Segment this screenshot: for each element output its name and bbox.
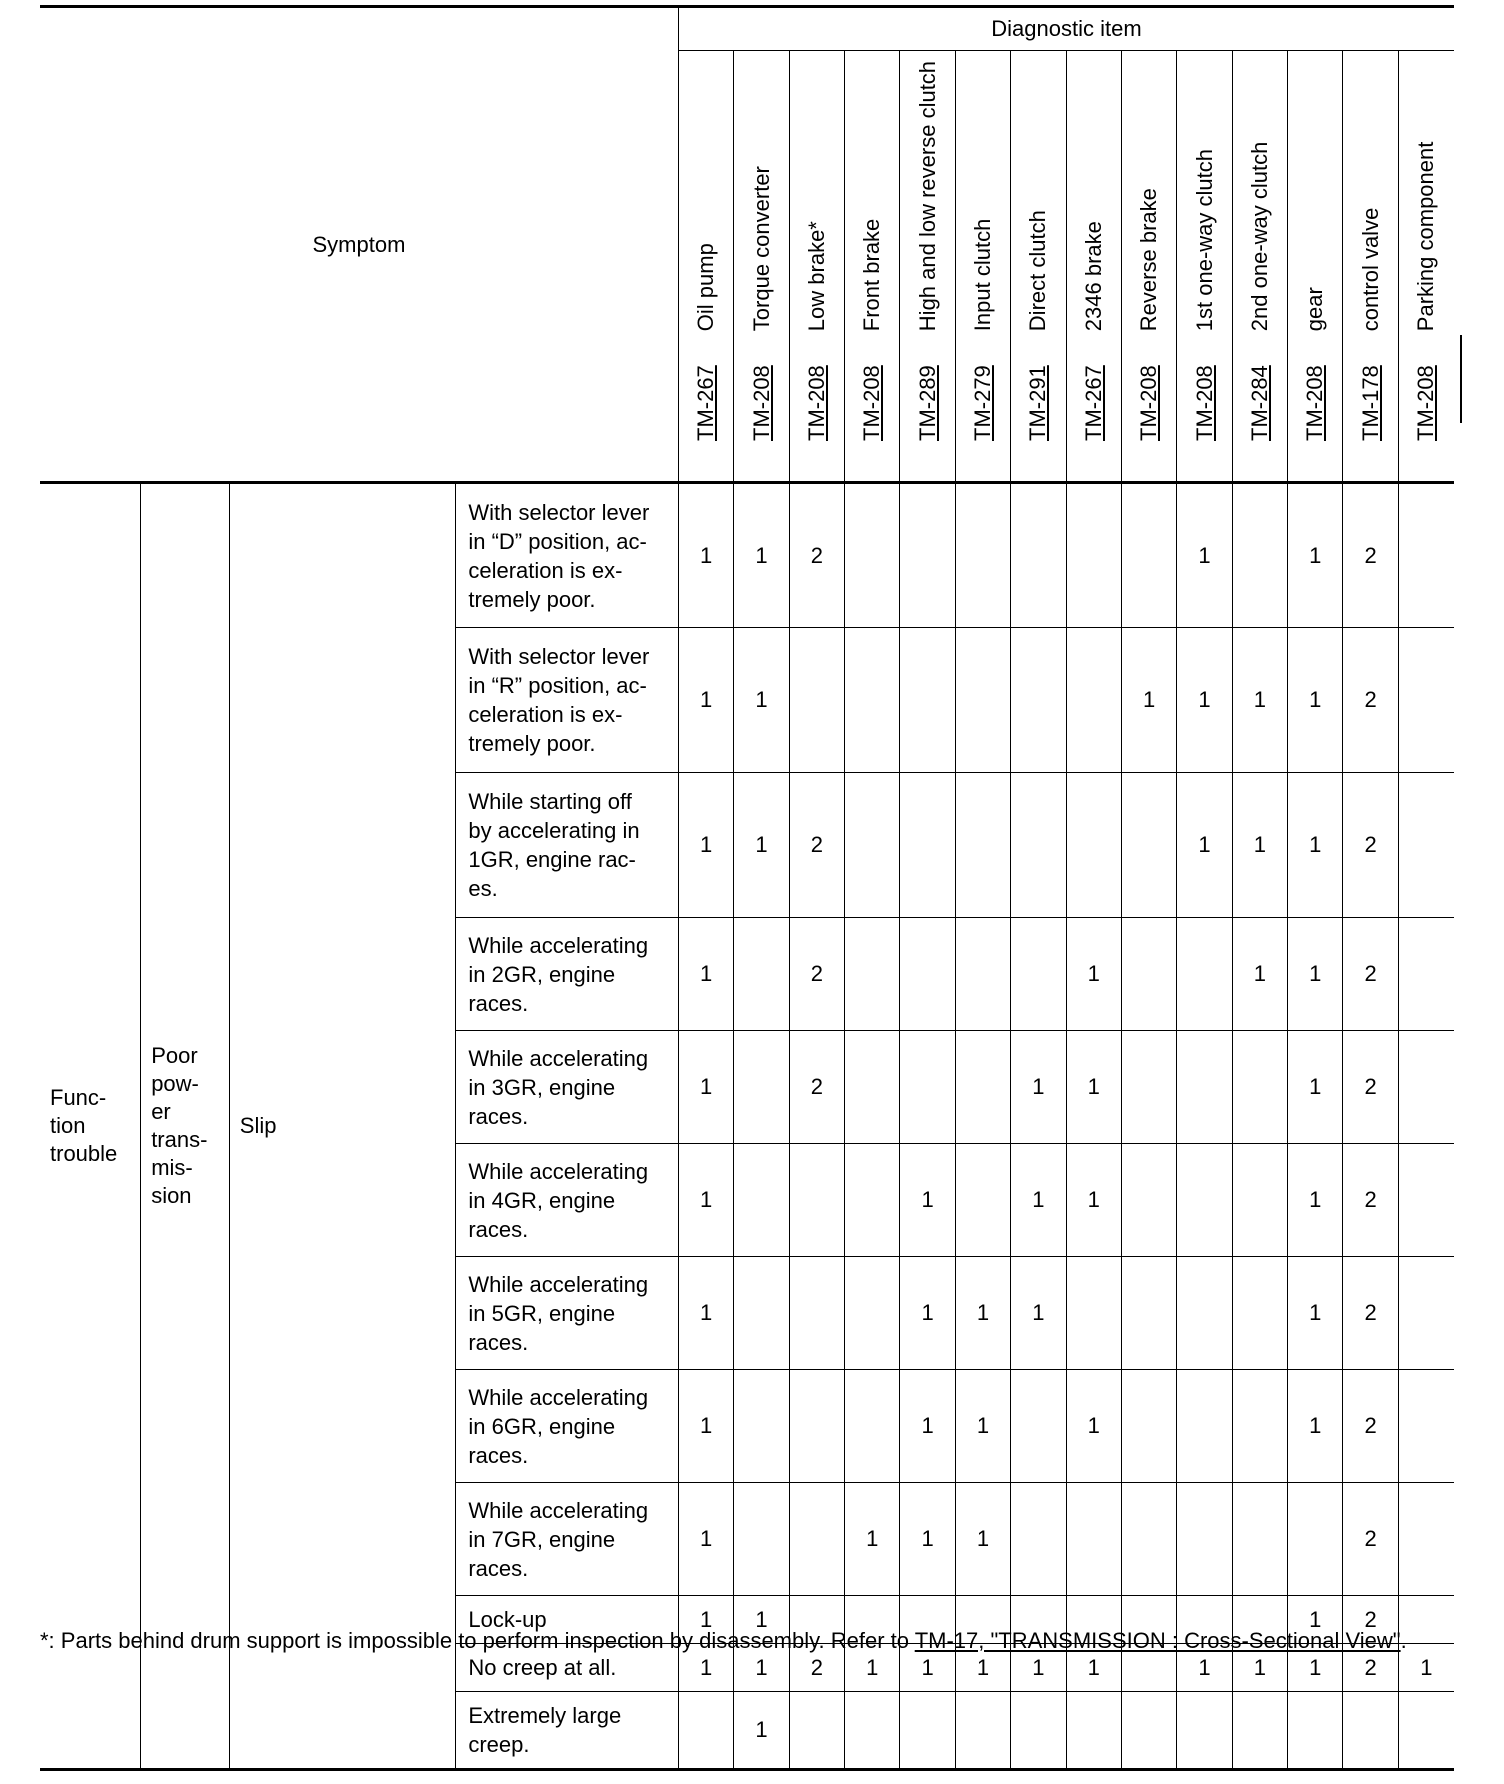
symptom-cell: While accelerating in 2GR, engine races.: [456, 918, 679, 1031]
value-cell: [1177, 1031, 1232, 1144]
value-cell: [1011, 918, 1066, 1031]
value-cell: [1121, 1692, 1176, 1770]
value-cell: 1: [678, 1483, 733, 1596]
value-cell: [1011, 1370, 1066, 1483]
table-row: [40, 483, 1454, 628]
value-cell: 1: [678, 773, 733, 918]
value-cell: 2: [1343, 1031, 1398, 1144]
value-cell: 1: [678, 1644, 733, 1692]
value-cell: [845, 1144, 900, 1257]
value-cell: 2: [1343, 773, 1398, 918]
column-header: [1343, 51, 1398, 483]
value-cell: 1: [955, 1483, 1010, 1596]
value-cell: [1177, 1144, 1232, 1257]
value-cell: [1288, 1692, 1343, 1770]
value-cell: 1: [1232, 918, 1287, 1031]
value-cell: [734, 1257, 789, 1370]
column-header: [900, 51, 955, 483]
value-cell: 2: [789, 1031, 844, 1144]
column-header: [678, 51, 733, 483]
value-cell: 1: [678, 1144, 733, 1257]
column-name: Parking component: [1413, 141, 1439, 332]
column-name: Front brake: [859, 218, 885, 332]
value-cell: 1: [1066, 1031, 1121, 1144]
value-cell: 1: [678, 1031, 733, 1144]
value-cell: 2: [1343, 1483, 1398, 1596]
value-cell: 1: [1288, 773, 1343, 918]
value-cell: 1: [1011, 1144, 1066, 1257]
value-cell: [734, 918, 789, 1031]
value-cell: 1: [1177, 628, 1232, 773]
value-cell: [1121, 918, 1176, 1031]
value-cell: 1: [1288, 1596, 1343, 1644]
category-level2: Poor pow- er trans- mis- sion: [141, 483, 230, 1770]
value-cell: [789, 1257, 844, 1370]
value-cell: [955, 918, 1010, 1031]
column-ref-link[interactable]: TM-291: [1025, 365, 1051, 441]
value-cell: 2: [789, 1644, 844, 1692]
value-cell: [1398, 1483, 1454, 1596]
value-cell: [1066, 628, 1121, 773]
value-cell: 2: [789, 918, 844, 1031]
column-name: 2346 brake: [1080, 221, 1106, 332]
symptom-cell: Lock-up: [456, 1596, 679, 1644]
symptom-cell: No creep at all.: [456, 1644, 679, 1692]
value-cell: [845, 1257, 900, 1370]
value-cell: 1: [678, 918, 733, 1031]
value-cell: 1: [678, 483, 733, 628]
value-cell: 2: [1343, 1644, 1398, 1692]
column-name: Reverse brake: [1136, 188, 1162, 332]
column-header: [1066, 51, 1121, 483]
column-name: Direct clutch: [1025, 210, 1051, 332]
column-ref-link[interactable]: TM-208: [1302, 365, 1328, 441]
value-cell: [1232, 1370, 1287, 1483]
value-cell: [955, 1692, 1010, 1770]
value-cell: [845, 918, 900, 1031]
value-cell: 2: [1343, 918, 1398, 1031]
value-cell: [1066, 1692, 1121, 1770]
value-cell: [734, 1483, 789, 1596]
value-cell: [1011, 628, 1066, 773]
value-cell: [1121, 1144, 1176, 1257]
value-cell: 1: [845, 1483, 900, 1596]
column-header: [845, 51, 900, 483]
value-cell: 1: [734, 773, 789, 918]
column-header: [955, 51, 1010, 483]
value-cell: 1: [1232, 773, 1287, 918]
value-cell: 1: [1177, 483, 1232, 628]
value-cell: 1: [1288, 918, 1343, 1031]
value-cell: [1232, 1031, 1287, 1144]
column-ref-link[interactable]: TM-208: [803, 365, 829, 441]
value-cell: 2: [1343, 1144, 1398, 1257]
value-cell: 1: [734, 1644, 789, 1692]
value-cell: [1398, 918, 1454, 1031]
value-cell: [1398, 1031, 1454, 1144]
value-cell: 1: [900, 1257, 955, 1370]
value-cell: [955, 1144, 1010, 1257]
value-cell: [734, 1370, 789, 1483]
value-cell: [845, 628, 900, 773]
value-cell: 1: [1288, 628, 1343, 773]
value-cell: 2: [1343, 1370, 1398, 1483]
value-cell: [955, 773, 1010, 918]
value-cell: 1: [734, 1596, 789, 1644]
value-cell: 1: [1177, 1644, 1232, 1692]
symptom-cell: With selector lever in “R” position, ac- celeration is ex- tremely poor.: [456, 628, 679, 773]
value-cell: 1: [1288, 1644, 1343, 1692]
value-cell: 1: [900, 1370, 955, 1483]
column-name: control valve: [1357, 207, 1383, 332]
value-cell: [1066, 1257, 1121, 1370]
value-cell: 2: [789, 773, 844, 918]
value-cell: 1: [1398, 1644, 1454, 1692]
value-cell: 1: [1066, 918, 1121, 1031]
value-cell: [900, 773, 955, 918]
symptom-cell: With selector lever in “D” position, ac- celeration is ex- tremely poor.: [456, 483, 679, 628]
value-cell: [1398, 1257, 1454, 1370]
footnote-end: .: [1400, 1628, 1407, 1653]
value-cell: 1: [1066, 1644, 1121, 1692]
value-cell: 1: [1011, 1257, 1066, 1370]
column-header: [1121, 51, 1176, 483]
value-cell: [1398, 773, 1454, 918]
column-name: 2nd one-way clutch: [1246, 141, 1272, 332]
value-cell: [955, 1031, 1010, 1144]
value-cell: 1: [734, 628, 789, 773]
value-cell: [1398, 1692, 1454, 1770]
symptom-cell: While starting off by accelerating in 1GR, engine rac- es.: [456, 773, 679, 918]
symptom-header: Symptom: [40, 7, 678, 483]
column-name: Oil pump: [693, 243, 719, 332]
value-cell: 1: [678, 1596, 733, 1644]
value-cell: [1066, 1483, 1121, 1596]
column-ref-link[interactable]: TM-208: [1191, 365, 1217, 441]
value-cell: [1066, 483, 1121, 628]
symptom-cell: While accelerating in 6GR, engine races.: [456, 1370, 679, 1483]
value-cell: 1: [955, 1370, 1010, 1483]
value-cell: [1011, 483, 1066, 628]
column-header: [1288, 51, 1343, 483]
value-cell: 1: [1288, 483, 1343, 628]
value-cell: [900, 628, 955, 773]
value-cell: 1: [1177, 773, 1232, 918]
value-cell: [1121, 483, 1176, 628]
column-name: Low brake*: [803, 221, 829, 332]
value-cell: 1: [1011, 1644, 1066, 1692]
value-cell: [845, 1692, 900, 1770]
column-header: [1232, 51, 1287, 483]
footnote-text: *: Parts behind drum support is impossible to perform inspection by disassembly. Refer to: [40, 1628, 915, 1653]
value-cell: [1398, 628, 1454, 773]
value-cell: 1: [1288, 1144, 1343, 1257]
value-cell: [1398, 1144, 1454, 1257]
column-ref-link[interactable]: TM-208: [859, 365, 885, 441]
value-cell: [1232, 1144, 1287, 1257]
column-header: [1398, 51, 1454, 483]
value-cell: [734, 1144, 789, 1257]
value-cell: 2: [1343, 1596, 1398, 1644]
value-cell: 2: [1343, 483, 1398, 628]
column-ref-link[interactable]: TM-178: [1357, 365, 1383, 441]
value-cell: 1: [955, 1257, 1010, 1370]
value-cell: [789, 1483, 844, 1596]
value-cell: 1: [678, 1370, 733, 1483]
value-cell: 1: [734, 1692, 789, 1770]
value-cell: [789, 1144, 844, 1257]
value-cell: [845, 1370, 900, 1483]
category-level1: Func- tion trouble: [40, 483, 141, 1770]
value-cell: [789, 628, 844, 773]
value-cell: [1177, 918, 1232, 1031]
value-cell: [1398, 1370, 1454, 1483]
value-cell: [1177, 1370, 1232, 1483]
value-cell: 1: [845, 1644, 900, 1692]
column-name: Torque converter: [748, 166, 774, 332]
column-header: [1177, 51, 1232, 483]
value-cell: [1232, 1483, 1287, 1596]
symptom-cell: While accelerating in 4GR, engine races.: [456, 1144, 679, 1257]
column-ref-link[interactable]: TM-267: [1080, 365, 1106, 441]
value-cell: 2: [1343, 1257, 1398, 1370]
value-cell: [1121, 1031, 1176, 1144]
diagnostic-item-header: Diagnostic item: [678, 7, 1454, 51]
value-cell: [845, 773, 900, 918]
value-cell: [1066, 773, 1121, 918]
value-cell: 1: [1288, 1370, 1343, 1483]
value-cell: 1: [955, 1644, 1010, 1692]
value-cell: 2: [1343, 628, 1398, 773]
value-cell: [845, 1031, 900, 1144]
value-cell: 1: [734, 483, 789, 628]
value-cell: 1: [678, 1257, 733, 1370]
column-ref-link[interactable]: TM-279: [970, 365, 995, 441]
value-cell: [1121, 773, 1176, 918]
value-cell: [900, 483, 955, 628]
value-cell: [734, 1031, 789, 1144]
column-ref-link[interactable]: TM-289: [914, 365, 940, 441]
value-cell: 1: [1066, 1144, 1121, 1257]
value-cell: [955, 483, 1010, 628]
value-cell: [1398, 483, 1454, 628]
value-cell: [1232, 483, 1287, 628]
value-cell: [1121, 1370, 1176, 1483]
value-cell: [1288, 1483, 1343, 1596]
diagnostic-table: [40, 5, 1454, 1771]
value-cell: [955, 628, 1010, 773]
value-cell: [1343, 1692, 1398, 1770]
value-cell: [678, 1692, 733, 1770]
value-cell: [1121, 1257, 1176, 1370]
value-cell: 2: [789, 483, 844, 628]
value-cell: 1: [900, 1144, 955, 1257]
value-cell: 1: [1066, 1370, 1121, 1483]
value-cell: [1232, 1257, 1287, 1370]
symptom-cell: While accelerating in 7GR, engine races.: [456, 1483, 679, 1596]
change-bar: [1460, 335, 1462, 423]
value-cell: [789, 1370, 844, 1483]
value-cell: [900, 1692, 955, 1770]
column-header: [734, 51, 789, 483]
category-level3: Slip: [229, 483, 456, 1770]
symptom-cell: While accelerating in 5GR, engine races.: [456, 1257, 679, 1370]
symptom-cell: Extremely large creep.: [456, 1692, 679, 1770]
footnote: [40, 1625, 1454, 1656]
value-cell: 1: [1232, 628, 1287, 773]
column-ref-link[interactable]: TM-208: [748, 365, 774, 441]
value-cell: [900, 1031, 955, 1144]
column-ref-link[interactable]: TM-284: [1246, 365, 1272, 441]
column-ref-link[interactable]: TM-267: [693, 365, 719, 441]
value-cell: [1011, 1692, 1066, 1770]
column-name: gear: [1302, 287, 1328, 332]
value-cell: 1: [1121, 628, 1176, 773]
value-cell: [789, 1692, 844, 1770]
symptom-cell: While accelerating in 3GR, engine races.: [456, 1031, 679, 1144]
column-name: High and low reverse clutch: [914, 60, 940, 332]
column-ref-link[interactable]: TM-208: [1413, 365, 1439, 441]
column-name: 1st one-way clutch: [1191, 149, 1217, 332]
value-cell: [1011, 773, 1066, 918]
value-cell: [845, 483, 900, 628]
column-header: [789, 51, 844, 483]
value-cell: [1121, 1483, 1176, 1596]
footnote-link[interactable]: TM-17, "TRANSMISSION : Cross-Sectional View": [914, 1628, 1401, 1653]
value-cell: [1177, 1257, 1232, 1370]
table-body: [40, 483, 1454, 1770]
value-cell: 1: [1288, 1257, 1343, 1370]
value-cell: [900, 918, 955, 1031]
value-cell: 1: [900, 1483, 955, 1596]
value-cell: [1011, 1483, 1066, 1596]
value-cell: [1177, 1692, 1232, 1770]
value-cell: 1: [1011, 1031, 1066, 1144]
value-cell: 1: [1288, 1031, 1343, 1144]
value-cell: [1177, 1483, 1232, 1596]
column-header: [1011, 51, 1066, 483]
value-cell: 1: [1232, 1644, 1287, 1692]
column-name: Input clutch: [970, 218, 995, 332]
column-ref-link[interactable]: TM-208: [1136, 365, 1162, 441]
value-cell: 1: [900, 1644, 955, 1692]
value-cell: [1232, 1692, 1287, 1770]
value-cell: 1: [678, 628, 733, 773]
